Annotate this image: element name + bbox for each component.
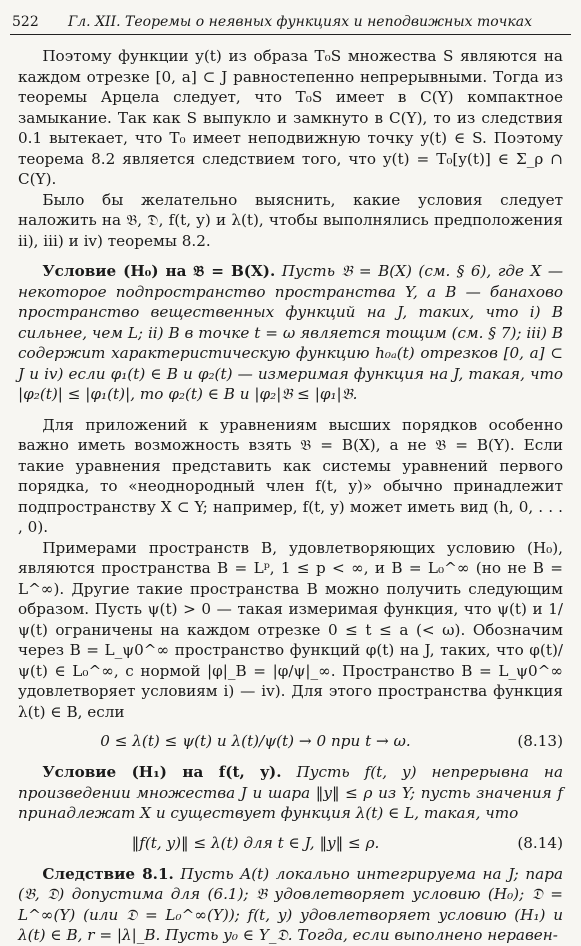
corollary-8-1-text: Пусть A(t) локально интегрируема на J; пара (𝔅, 𝔇) допустима для (6.1); 𝔅 удовлетворяет условию (H₀); 𝔇 = L^∞(Y) (или 𝔇 = L₀^∞(Y)); f(t, y) удовлетворяет условию (H₁) и λ(t) ∈ B, r = |λ|_B. Пусть y₀ ∈ Y_𝔇. Тогда, если выполнено неравен- — [18, 864, 563, 944]
corollary-8-1-title: Следствие 8.1. — [42, 864, 174, 883]
header-rule — [10, 34, 571, 35]
condition-h1 — [18, 762, 563, 824]
spacer — [18, 405, 563, 415]
page-number: 522 — [12, 14, 39, 30]
running-title: Гл. XII. Теоремы о неявных функциях и неподвижных точках — [68, 14, 532, 30]
equation-8-13-formula: 0 ≤ λ(t) ≤ ψ(t) и λ(t)/ψ(t) → 0 при t → ω. — [100, 732, 411, 750]
condition-h1-title: Условие (H₁) на f(t, y). — [42, 763, 282, 781]
equation-8-13-number: (8.13) — [517, 732, 563, 750]
equation-8-14 — [18, 829, 563, 859]
condition-h0-text: Пусть 𝔅 = B(X) (см. § 6), где X — некоторое подпространство пространства Y, а B — банахово пространство вещественных функций на J, таких, что i) B сильнее, чем L; ii) B в точке t = ω является тощим (см. § 7); iii) B содержит характеристическую функцию h₀ₐ(t) отрезков [0, a] ⊂ J и iv) если φ₁(t) ∈ B и φ₂(t) — измеримая функция на J, такая, что |φ₂(t)| ≤ |φ₁(t)|, то φ₂(t) ∈ B и |φ₂|𝔅 ≤ |φ₁|𝔅. — [18, 262, 564, 403]
equation-8-13 — [18, 727, 563, 757]
page-body — [18, 46, 563, 946]
condition-h0-title: Условие (H₀) на 𝔅 = B(X). — [42, 262, 276, 280]
paragraph-proof-end: Поэтому функции y(t) из образа T₀S множества S являются на каждом отрезке [0, a] ⊂ J равностепенно непрерывными. Тогда из теоремы Арцела следует, что T₀S имеет в C(Y) компактное замыкание. Так как S выпукло и замкнуто в C(Y), то из следствия 0.1 вытекает, что T₀ имеет неподвижную точку y(t) ∈ S. Поэтому теорема 8.2 является следствием того, что y(t) = T₀[y(t)] ∈ Σ_ρ ∩ C(Y). — [18, 47, 563, 188]
condition-h1-text: Пусть f(t, y) непрерывна на произведении множества J и шара ‖y‖ ≤ ρ из Y; пусть значения f принадлежат X и существует функция λ(t) ∈ L, такая, что — [18, 763, 563, 822]
corollary-8-1 — [18, 864, 563, 946]
equation-8-14-formula: ‖f(t, y)‖ ≤ λ(t) для t ∈ J, ‖y‖ ≤ ρ. — [131, 833, 380, 852]
paragraph-higher-order: Для приложений к уравнениям высших порядков особенно важно иметь возможность взять 𝔅 = B(X), а не 𝔅 = B(Y). Если такие уравнения представить как системы уравнений первого порядка, то «неоднородный член f(t, y)» обычно принадлежит подпространству X ⊂ Y; например, f(t, y) может иметь вид (h, 0, . . . , 0). — [18, 415, 563, 536]
condition-h0 — [18, 261, 563, 405]
equation-8-14-number: (8.14) — [517, 833, 563, 852]
spacer — [18, 251, 563, 261]
paragraph-examples: Примерами пространств B, удовлетворяющих условию (H₀), являются пространства B = Lᵖ, 1 ≤ p < ∞, и B = L₀^∞ (но не B = L^∞). Другие такие пространства B можно получить следующим образом. Пусть ψ(t) > 0 — такая измеримая функция, что ψ(t) и 1/ψ(t) ограничены на каждом отрезке 0 ≤ t ≤ a (< ω). Обозначим через B = L_ψ0^∞ пространство функций φ(t) на J, таких, что φ(t)/ψ(t) ∈ L₀^∞, с нормой |φ|_B = |φ/ψ|_∞. Пространство B = L_ψ0^∞ удовлетворяет условиям i) — iv). Для этого пространства функция λ(t) ∈ B, если — [18, 538, 563, 721]
page-header — [0, 0, 581, 42]
paragraph-conditions-question: Было бы желательно выяснить, какие условия следует наложить на 𝔅, 𝔇, f(t, y) и λ(t), чтобы выполнялись предположения ii), iii) и iv) теоремы 8.2. — [18, 190, 563, 250]
